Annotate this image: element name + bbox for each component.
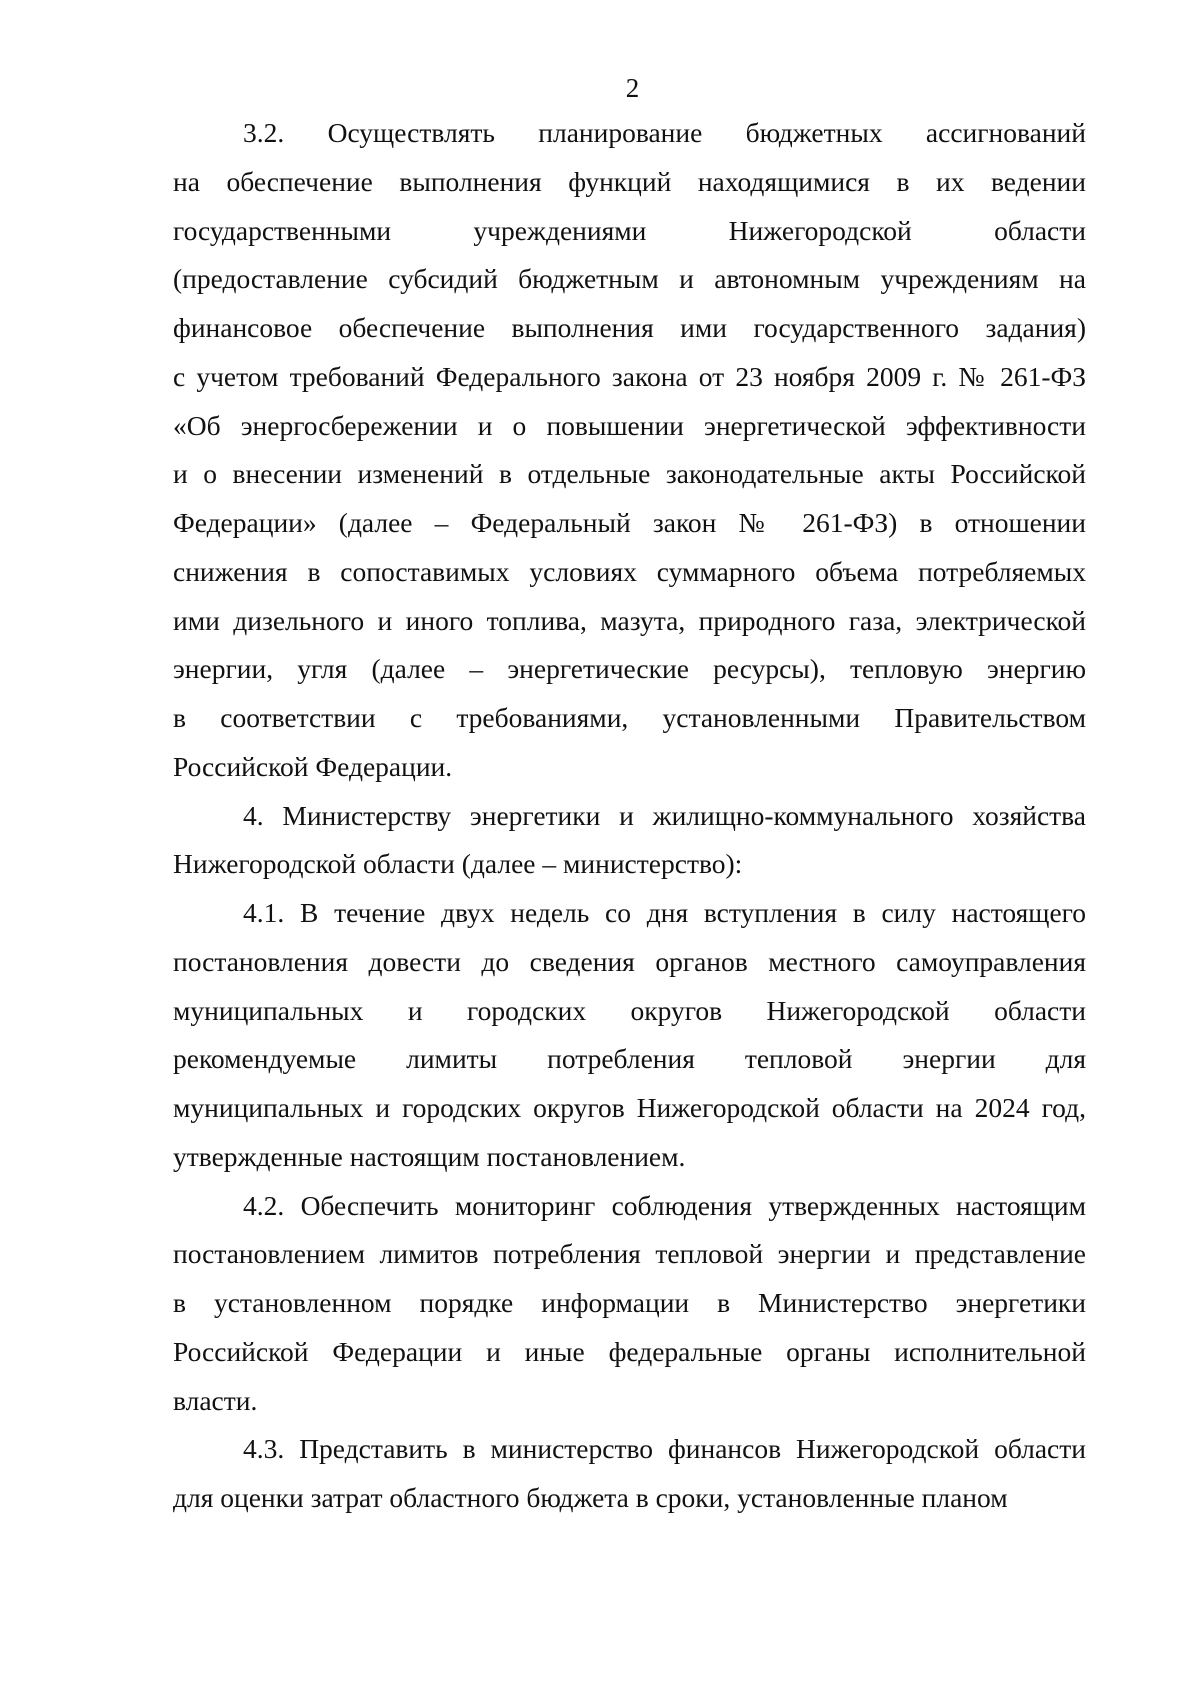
text-line: 4.3. Представить в министерство финансов Нижегородской области <box>243 1433 1086 1465</box>
text-line: в установленном порядке информации в Министерство энергетики <box>173 1287 1086 1318</box>
text-line: Российской Федерации. <box>173 750 453 782</box>
text-line: постановлением лимитов потребления тепловой энергии и представление <box>173 1238 1086 1270</box>
text-line: рекомендуемые лимиты потребления тепловой энергии для <box>173 1043 1086 1075</box>
text-line: Федерации» (далее – Федеральный закон № 261-ФЗ) в отношении <box>173 507 1086 538</box>
text-line: и о внесении изменений в отдельные законодательные акты Российской <box>173 458 1086 490</box>
text-line: на обеспечение выполнения функций находящимися в их ведении <box>173 165 1086 197</box>
text-line: 4. Министерству энергетики и жилищно-коммунального хозяйства <box>243 799 1086 831</box>
text-line: муниципальных и городских округов Нижегородской области на 2024 год, <box>173 1092 1086 1123</box>
text-line: «Об энергосбережении и о повышении энергетической эффективности <box>173 409 1086 441</box>
text-line: энергии, угля (далее – энергетические ресурсы), тепловую энергию <box>173 653 1086 685</box>
text-line: Нижегородской области (далее – министерство): <box>173 848 743 880</box>
text-line: 4.2. Обеспечить мониторинг соблюдения утвержденных настоящим <box>243 1189 1086 1221</box>
text-line: (предоставление субсидий бюджетным и автономным учреждениям на <box>173 263 1086 295</box>
page-number: 2 <box>625 73 640 103</box>
text-line: Российской Федерации и иные федеральные органы исполнительной <box>173 1335 1086 1367</box>
text-line: 3.2. Осуществлять планирование бюджетных ассигнований <box>243 117 1086 148</box>
text-line: финансовое обеспечение выполнения ими государственного задания) <box>173 312 1086 343</box>
paragraph-4-1 <box>173 889 1086 1182</box>
text-line: государственными учреждениями Нижегородской области <box>173 214 1086 246</box>
text-line: с учетом требований Федерального закона от 23 ноября 2009 г. № 261-ФЗ <box>173 360 1086 392</box>
paragraph-4-2 <box>173 1182 1086 1426</box>
paragraph-4-3 <box>173 1425 1086 1523</box>
paragraph-3-2 <box>173 109 1086 792</box>
text-line: постановления довести до сведения органов местного самоуправления <box>173 945 1086 977</box>
text-line: для оценки затрат областного бюджета в сроки, установленные планом <box>173 1482 1008 1513</box>
text-line: ими дизельного и иного топлива, мазута, природного газа, электрической <box>173 604 1086 636</box>
document-body <box>173 109 1086 1523</box>
text-line: муниципальных и городских округов Нижегородской области <box>173 994 1086 1026</box>
text-line: в соответствии с требованиями, установленными Правительством <box>173 702 1086 733</box>
text-line: снижения в сопоставимых условиях суммарного объема потребляемых <box>173 555 1086 587</box>
text-line: 4.1. В течение двух недель со дня вступления в силу настоящего <box>243 897 1086 928</box>
text-line: власти. <box>173 1384 258 1416</box>
paragraph-4 <box>173 792 1086 890</box>
text-line: утвержденные настоящим постановлением. <box>173 1140 686 1172</box>
